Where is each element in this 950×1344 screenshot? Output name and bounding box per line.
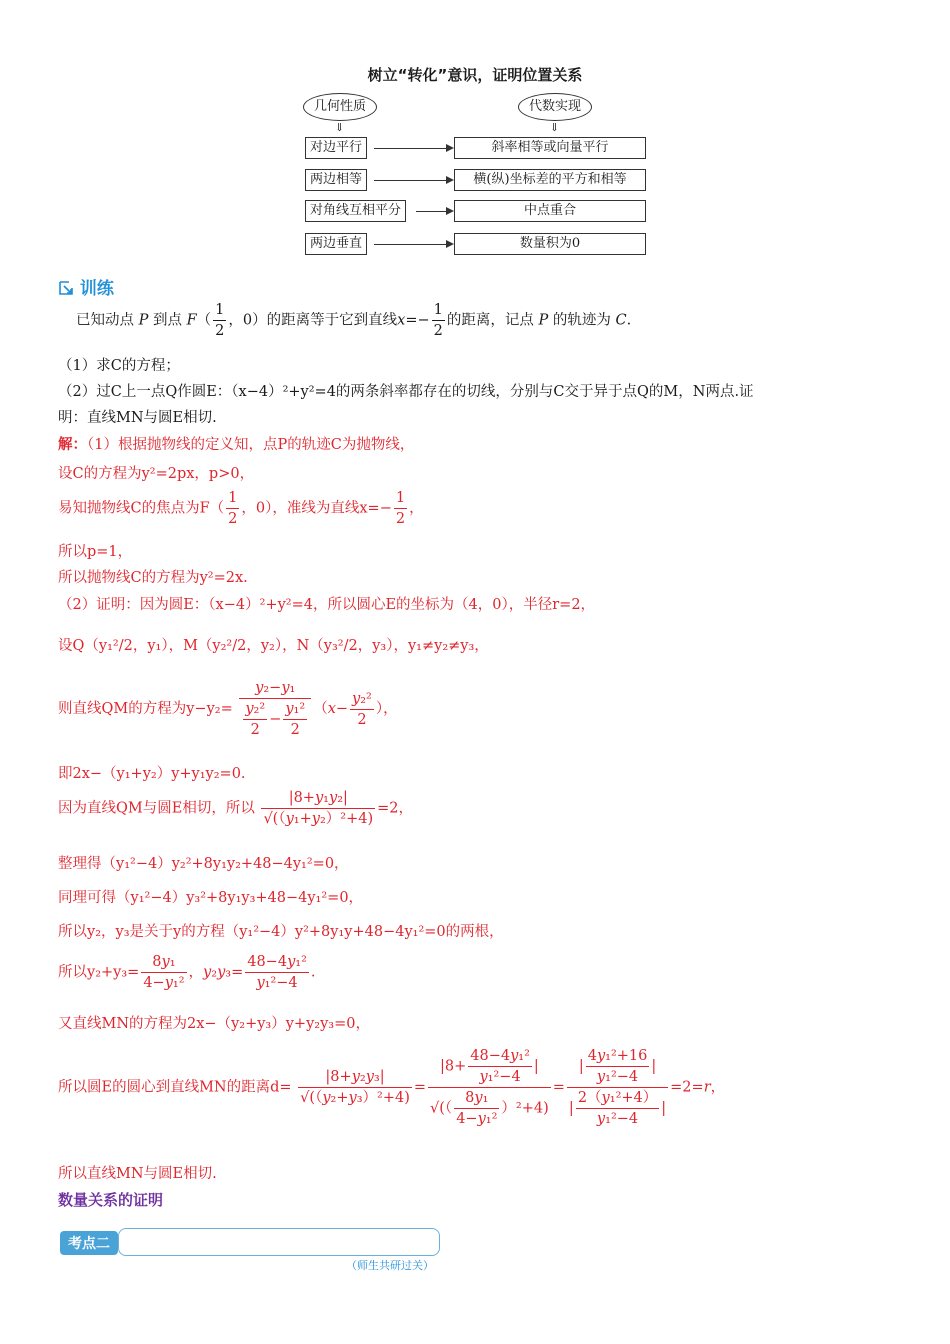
solution-line: 设C的方程为y²=2px，p>0， bbox=[58, 466, 255, 482]
kaodian-note: （师生共研过关） bbox=[346, 1259, 434, 1272]
page-title: 树立“转化”意识，证明位置关系 bbox=[367, 66, 583, 84]
solution-line: 整理得（y₁²−4）y₂²+8y₁y₂+48−4y₁²=0， bbox=[58, 856, 349, 872]
section-heading: 数量关系的证明 bbox=[58, 1191, 164, 1209]
solution-line: （2）证明：因为圆E：（x−4）²+y²=4，所以圆心E的坐标为（4，0），半径r=2， bbox=[58, 597, 596, 613]
right-arrow-icon bbox=[446, 207, 454, 215]
solution-line: 设Q（y₁²/2，y₁），M（y₂²/2，y₂），N（y₃²/2，y₃），y₁≠y₂≠y₃， bbox=[58, 638, 489, 654]
solution-line: 所以圆E的圆心到直线MN的距离d= $\frac{\text{|8+y₂y₃|}}{\text{√(（y₂+y₃）²+4)}}$ = |8+ $\frac{\text{48−4y₁²}}{\text{y₁²−4}}$ | √(（ $\frac{\text{8y₁}}{\text{4−y₁²}}$ ）²+4) = | $\frac{\text{4y₁²+16}}{\text{y₁²−4}}$ | | $\frac{\text{2（y₁²+4）}}{\text{y₁²−4}}$ | =2=r， bbox=[58, 1048, 726, 1127]
diagram-left-box: 对角线互相平分 bbox=[305, 200, 406, 222]
solution-line: 所以直线MN与圆E相切. bbox=[58, 1166, 217, 1182]
solution-line: 所以p=1， bbox=[58, 544, 133, 560]
solution-line: 解：（1）根据抛物线的定义知，点P的轨迹C为抛物线， bbox=[58, 437, 415, 453]
solution-line: 易知抛物线C的焦点为F（ $\frac{1}{2}$ ，0），准线为直线x=− $\frac{1}{2}$ ， bbox=[58, 490, 424, 527]
solution-line: 同理可得（y₁²−4）y₃²+8y₁y₃+48−4y₁²=0， bbox=[58, 890, 364, 906]
question-2-line2: 明：直线MN与圆E相切. bbox=[58, 410, 217, 426]
question-2-line1: （2）过C上一点Q作圆E：（x−4）²+y²=4的两条斜率都存在的切线，分别与C交于异于点Q的M，N两点.证 bbox=[58, 384, 754, 400]
kaodian-banner bbox=[118, 1228, 440, 1256]
diagram-left-box: 两边相等 bbox=[305, 169, 367, 191]
diagram-right-box: 中点重合 bbox=[454, 200, 646, 222]
solution-line: 所以y₂+y₃= $\frac{\text{8y₁}}{\text{4−y₁²}}$ ，y₂y₃= $\frac{\text{48−4y₁²}}{\text{y₁²−4}}$ . bbox=[58, 954, 316, 991]
right-arrow-icon bbox=[446, 144, 454, 152]
kaodian-label: 考点二 bbox=[60, 1231, 118, 1255]
question-1: （1）求C的方程； bbox=[58, 358, 180, 374]
diagram-right-box: 横(纵)坐标差的平方和相等 bbox=[454, 169, 646, 191]
solution-line: 即2x−（y₁+y₂）y+y₁y₂=0. bbox=[58, 766, 246, 782]
diagram-left-box: 两边垂直 bbox=[305, 233, 367, 255]
left-header-oval: 几何性质 bbox=[303, 93, 377, 121]
right-arrow-icon bbox=[446, 240, 454, 248]
down-arrow-icon: ⇓ bbox=[550, 121, 560, 134]
solution-line: 又直线MN的方程为2x−（y₂+y₃）y+y₂y₃=0， bbox=[58, 1016, 370, 1032]
down-arrow-icon: ⇓ bbox=[335, 121, 345, 134]
solution-line: 所以y₂，y₃是关于y的方程（y₁²−4）y²+8y₁y+48−4y₁²=0的两根， bbox=[58, 924, 504, 940]
diagram-right-box: 数量积为0 bbox=[454, 233, 646, 255]
training-label: 训练 bbox=[79, 279, 114, 299]
solution-line: 所以抛物线C的方程为y²=2x. bbox=[58, 570, 248, 586]
solution-label: 解： bbox=[58, 437, 87, 453]
problem-stem: 已知动点 P 到点 F（ $\frac{1}{2}$ ，0）的距离等于它到直线x=− $\frac{1}{2}$ 的距离，记点 P 的轨迹为 C. bbox=[76, 302, 632, 339]
right-arrow-icon bbox=[446, 176, 454, 184]
diagram-right-box: 斜率相等或向量平行 bbox=[454, 137, 646, 159]
right-header-oval: 代数实现 bbox=[518, 93, 592, 121]
diagram-left-box: 对边平行 bbox=[305, 137, 367, 159]
solution-line: 因为直线QM与圆E相切，所以 $\frac{\text{|8+y₁y₂|}}{\text{√(（y₁+y₂）²+4)}}$ =2， bbox=[58, 790, 414, 827]
training-icon bbox=[58, 280, 74, 296]
solution-line: 则直线QM的方程为y−y₂= y₂−y₁ $\frac{\text{y₂²}}{2}$ − $\frac{\text{y₁²}}{2}$ （x− $\frac{\text{y₂²}}{2}$ ）， bbox=[58, 680, 398, 738]
training-header bbox=[58, 274, 114, 299]
